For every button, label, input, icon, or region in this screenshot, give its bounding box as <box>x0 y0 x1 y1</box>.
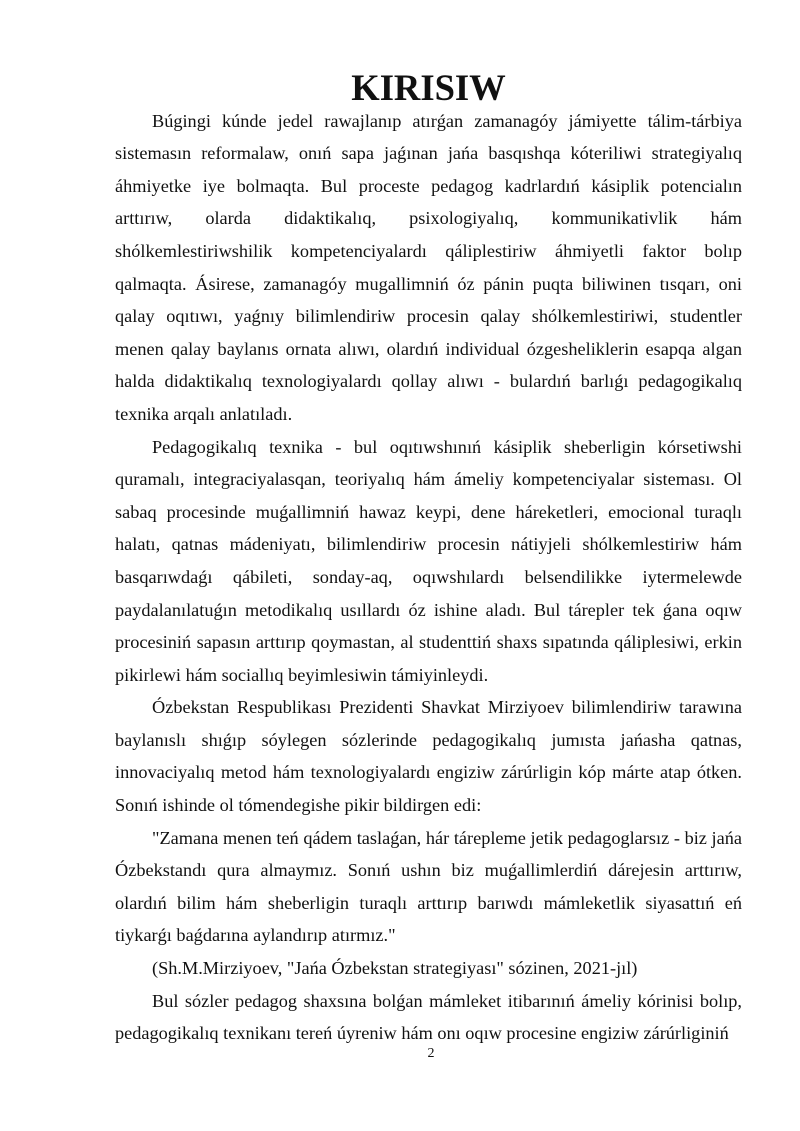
section-heading: KIRISIW <box>351 67 506 108</box>
paragraph-intro: Búgingi kúnde jedel rawajlanıp atırǵan zamanagóy jámiyette tálim-tárbiya sistemasın reformalaw, onıń sapa jaǵınan jańa basqıshqa kóteriliwi strategiyalıq áhmiyetke iye bolmaqta. Bul proceste pedagog kadrlardıń kásiplik potencialın arttırıw, olarda didaktikalıq, psixologiyalıq, kommunikativlik hám shólkemlestiriwshilik kompetenciyalardı qáliplestiriw áhmiyetli faktor bolıp qalmaqta. Ásirese, zamanagóy mugallimniń óz pánin puqta biliwinen tısqarı, oni qalay oqıtıwı, yaǵnıy bilimlendiriw procesin qalay shólkemlestiriwi, studentler menen qalay baylanıs ornata alıwı, olardıń individual ózgesheliklerin esapqa algan halda didaktikalıq texnologiyalardı qollay alıwı - bulardıń barlıǵı pedagogikalıq texnika arqalı anlatıladı. <box>115 110 742 424</box>
page-content <box>115 67 742 1050</box>
paragraph-quote: "Zamana menen teń qádem taslaǵan, hár tárepleme jetik pedagoglarsız - biz jańa Ózbekstandı qura almaymız. Sonıń ushın biz muǵallimlerdiń dárejesin arttırıw, olardıń bilim hám sheberligin turaqlı arttırıp barıwdı mámleketlik siyasattıń eń tiykarǵı baǵdarına aylandırıp atırmız." <box>115 827 742 946</box>
page-number: 2 <box>427 1046 435 1061</box>
paragraph-conclusion: Bul sózler pedagog shaxsına bolǵan mámleket itibarınıń ámeliy kórinisi bolıp, pedagogikalıq texnikanı tereń úyreniw hám onı oqıw procesine engiziw zárúrliginiń <box>115 990 742 1044</box>
paragraph-pedagogical-technique: Pedagogikalıq texnika - bul oqıtıwshınıń kásiplik sheberligin kórsetiwshi quramalı, integraciyalasqan, teoriyalıq hám ámeliy kompetenciyalar sisteması. Ol sabaq procesinde muǵallimniń hawaz keypi, dene háreketleri, emocional turaqlı halatı, qatnas mádeniyatı, bilimlendiriw procesin nátiyjeli shólkemlestiriw hám basqarıwdaǵı qábileti, sonday-aq, oqıwshılardı belsendilikke iytermelewde paydalanılatuǵın metodikalıq usıllardı óz ishine aladı. Bul tárepler tek ǵana oqıw procesiniń sapasın arttırıp qoymastan, al studenttiń shaxs sıpatında qáliplesiwi, erkin pikirlewi hám sociallıq beyimlesiwin támiyinleydi. <box>115 436 742 685</box>
paragraph-president-remarks: Ózbekstan Respublikası Prezidenti Shavkat Mirziyoev bilimlendiriw tarawına baylanıslı shıǵıp sóylegen sózlerinde pedagogikalıq jumısta jańasha qatnas, innovaciyalıq metod hám texnologiyalardı engiziw zárúrligin kóp márte atap ótken. Sonıń ishinde ol tómendegishe pikir bildirgen edi: <box>115 697 742 816</box>
paragraph-quote-citation: (Sh.M.Mirziyoev, "Jańa Ózbekstan strategiyası" sózinen, 2021-jıl) <box>152 958 638 979</box>
